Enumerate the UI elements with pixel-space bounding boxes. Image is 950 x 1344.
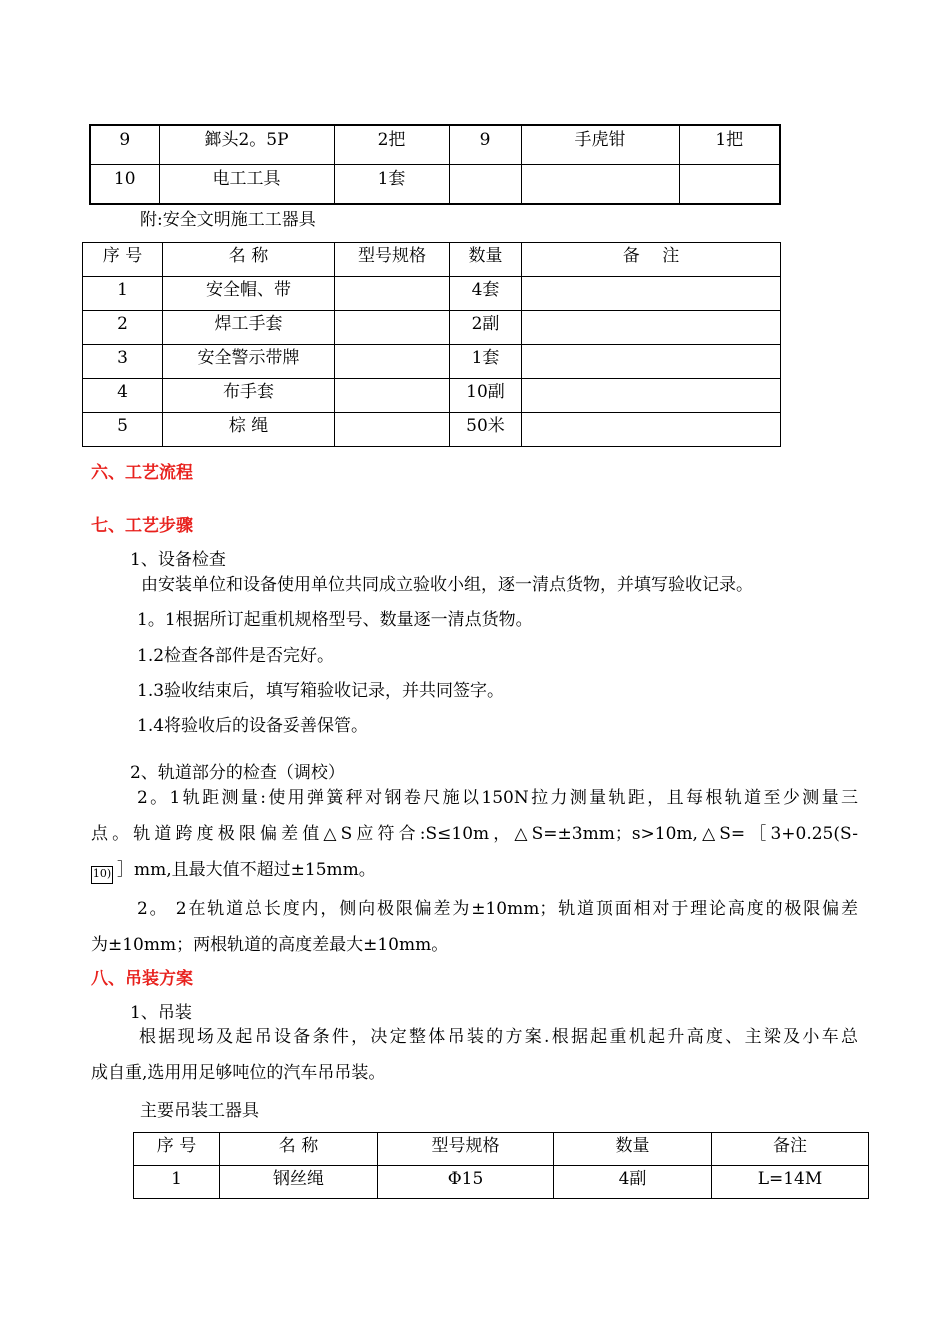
table-cell: 9: [449, 125, 521, 165]
table-cell: 10副: [450, 379, 522, 413]
table-cell: 10: [90, 165, 159, 205]
paragraph-line: 点。轨道跨度极限偏差值△S应符合:S≤10m，△S=±3mm；s>10m,△S=［3+0.25(S-: [91, 824, 858, 844]
table-cell: 2副: [450, 311, 522, 345]
table-cell: 安全警示带牌: [163, 345, 335, 379]
check-item-1-4: 1.4将验收后的设备妥善保管。: [137, 716, 369, 736]
table-header-row: [134, 1133, 869, 1166]
subsection-title-equipment-check: 1、设备检查: [130, 550, 226, 570]
column-header: 名 称: [220, 1133, 378, 1166]
table-cell: [522, 311, 781, 345]
table-cell: 9: [90, 125, 159, 165]
table-cell: 1把: [679, 125, 780, 165]
table-cell: [522, 277, 781, 311]
table-cell: 棕 绳: [163, 413, 335, 447]
column-header: 备 注: [522, 243, 781, 277]
table-row: [83, 379, 781, 413]
section-heading-lifting-plan: 八、吊装方案: [91, 969, 193, 989]
subsection-title-lifting: 1、吊装: [130, 1003, 192, 1023]
table-cell: 鎯头2。5P: [159, 125, 334, 165]
table-cell: 4副: [554, 1166, 712, 1199]
paragraph-line-text: ］mm,且最大值不超过±15mm。: [117, 860, 376, 880]
column-header: 数量: [450, 243, 522, 277]
table-cell: 4套: [450, 277, 522, 311]
equipment-check-intro: 由安装单位和设备使用单位共同成立验收小组，逐一清点货物，并填写验收记录。: [141, 575, 753, 595]
check-item-1-1: 1。1根据所订起重机规格型号、数量逐一清点货物。: [137, 610, 533, 630]
tools-table-continued: [89, 124, 781, 205]
track-deviation-paragraph: [91, 891, 858, 963]
table-cell: 钢丝绳: [220, 1166, 378, 1199]
table-cell: 4: [83, 379, 163, 413]
table-cell: 2把: [334, 125, 449, 165]
table-cell: 手虎钳: [521, 125, 679, 165]
table-cell: [335, 379, 450, 413]
column-header: 序 号: [83, 243, 163, 277]
safety-tools-caption: 附:安全文明施工工器具: [140, 210, 316, 230]
subsection-title-track-check: 2、轨道部分的检查（调校）: [130, 763, 345, 783]
check-item-1-2: 1.2检查各部件是否完好。: [137, 646, 335, 666]
lifting-tools-caption: 主要吊装工器具: [140, 1101, 259, 1121]
table-cell: [335, 311, 450, 345]
column-header: 数量: [554, 1133, 712, 1166]
table-cell: L=14M: [712, 1166, 869, 1199]
table-cell: 3: [83, 345, 163, 379]
table-row: [83, 277, 781, 311]
table-cell: 1套: [450, 345, 522, 379]
paragraph-line: 为±10mm；两根轨道的高度差最大±10mm。: [91, 935, 449, 955]
table-cell: 1: [83, 277, 163, 311]
table-cell: [335, 277, 450, 311]
column-header: 型号规格: [335, 243, 450, 277]
paragraph-line: 根据现场及起吊设备条件，决定整体吊装的方案.根据起重机起升高度、主梁及小车总: [139, 1027, 858, 1047]
boxed-text: 10): [91, 866, 113, 884]
paragraph-line: 2。1轨距测量:使用弹簧秤对钢卷尺施以150N拉力测量轨距，且每根轨道至少测量三: [137, 788, 858, 808]
table-row: [134, 1166, 869, 1199]
table-row: [83, 311, 781, 345]
section-heading-process-steps: 七、工艺步骤: [91, 516, 193, 536]
paragraph-line: 2。 2在轨道总长度内，侧向极限偏差为±10mm；轨道顶面相对于理论高度的极限偏差: [137, 899, 858, 919]
paragraph-line: 成自重,选用用足够吨位的汽车吊吊装。: [91, 1063, 386, 1083]
table-cell: 1套: [334, 165, 449, 205]
table-cell: 2: [83, 311, 163, 345]
column-header: 名 称: [163, 243, 335, 277]
table-row: [83, 413, 781, 447]
table-row: [90, 125, 780, 165]
table-cell: [449, 165, 521, 205]
column-header: 型号规格: [378, 1133, 554, 1166]
table-cell: 焊工手套: [163, 311, 335, 345]
table-cell: [521, 165, 679, 205]
table-cell: [522, 379, 781, 413]
table-cell: 5: [83, 413, 163, 447]
table-cell: Φ15: [378, 1166, 554, 1199]
lifting-plan-paragraph: [91, 1019, 858, 1091]
table-cell: 1: [134, 1166, 220, 1199]
section-heading-process-flow: 六、工艺流程: [91, 463, 193, 483]
column-header: 序 号: [134, 1133, 220, 1166]
table-cell: [679, 165, 780, 205]
lifting-tools-table: [133, 1132, 869, 1199]
table-cell: 安全帽、带: [163, 277, 335, 311]
table-cell: 电工工具: [159, 165, 334, 205]
column-header: 备注: [712, 1133, 869, 1166]
table-cell: [335, 345, 450, 379]
table-header-row: [83, 243, 781, 277]
table-cell: [522, 413, 781, 447]
paragraph-line: [91, 852, 858, 888]
table-cell: 布手套: [163, 379, 335, 413]
table-cell: 50米: [450, 413, 522, 447]
check-item-1-3: 1.3验收结束后，填写箱验收记录，并共同签字。: [137, 681, 505, 701]
safety-tools-table: [82, 242, 781, 447]
table-row: [83, 345, 781, 379]
table-row: [90, 165, 780, 205]
table-cell: [522, 345, 781, 379]
table-cell: [335, 413, 450, 447]
track-gauge-paragraph: [91, 780, 858, 888]
